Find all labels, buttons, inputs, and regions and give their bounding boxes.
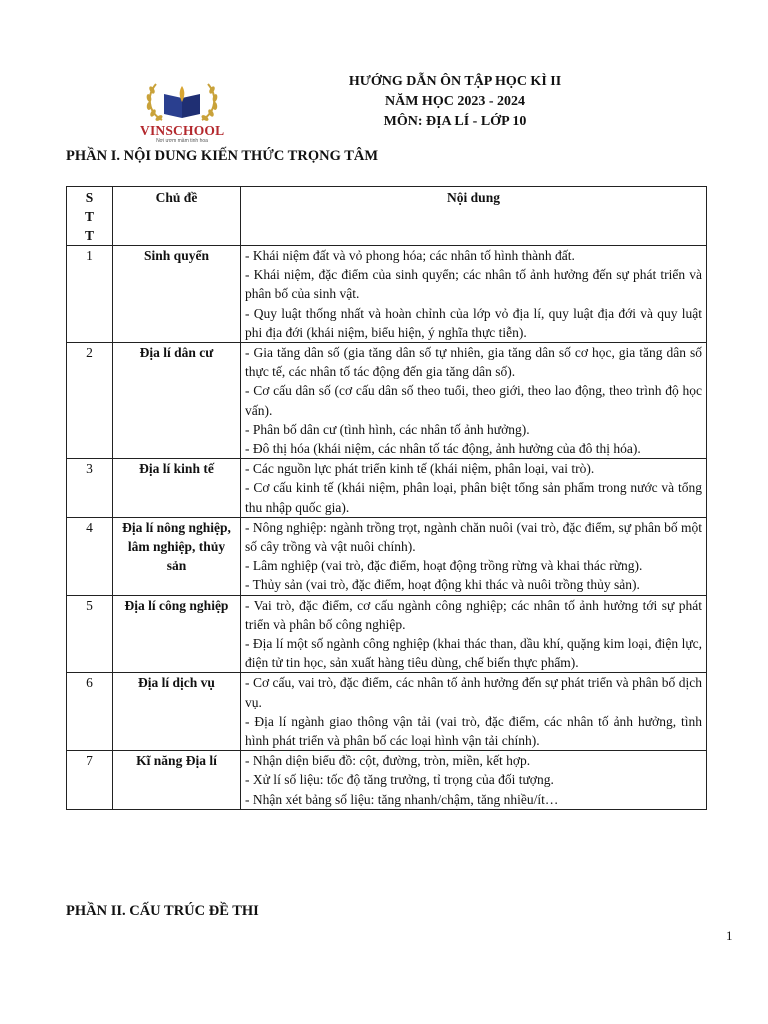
content-item: - Lâm nghiệp (vai trò, đặc điểm, hoạt động trồng rừng và khai thác rừng). — [245, 558, 643, 574]
content-item: - Gia tăng dân số (gia tăng dân số tự nhiên, gia tăng dân số cơ học, gia tăng dân số thực tế, các nhân tố tác động đến gia tăng dân số). — [245, 345, 702, 380]
content-item: - Vai trò, đặc điểm, cơ cấu ngành công nghiệp; các nhân tố ảnh hưởng tới sự phát triển và phân bố công nghiệp. — [245, 597, 702, 632]
content-item: - Địa lí ngành giao thông vận tải (vai trò, đặc điểm, các nhân tố ảnh hưởng, tình hình phát triển và phân bố các loại hình vận tải chính). — [245, 713, 702, 749]
row-content — [241, 673, 707, 751]
row-content — [241, 246, 707, 343]
content-item: - Xử lí số liệu: tốc độ tăng trưởng, tỉ trọng của đối tượng. — [245, 772, 554, 788]
row-content — [241, 595, 707, 673]
table-row — [67, 246, 707, 343]
row-topic: Sinh quyển — [113, 246, 241, 343]
table-row — [67, 751, 707, 810]
row-number: 5 — [67, 595, 113, 673]
content-item: - Cơ cấu kinh tế (khái niệm, phân loại, phân biệt tổng sản phẩm trong nước và tổng thu nhập quốc gia). — [245, 480, 702, 515]
content-item: - Thủy sản (vai trò, đặc điểm, hoạt động khi thác và nuôi trồng thủy sản). — [245, 577, 640, 593]
row-number: 2 — [67, 343, 113, 459]
content-item: - Các nguồn lực phát triển kinh tế (khái niệm, phân loại, vai trò). — [245, 461, 595, 477]
row-topic: Địa lí nông nghiệp, lâm nghiệp, thủy sản — [113, 517, 241, 595]
section-2-title: PHẦN II. CẤU TRÚC ĐỀ THI — [66, 903, 259, 919]
stt-letter: T — [84, 209, 94, 224]
content-item: - Nhận diện biểu đồ: cột, đường, tròn, miền, kết hợp. — [245, 753, 531, 769]
content-item: - Đô thị hóa (khái niệm, các nhân tố tác động, ảnh hưởng của đô thị hóa). — [245, 441, 641, 457]
content-item: - Nông nghiệp: ngành trồng trọt, ngành chăn nuôi (vai trò, đặc điểm, sự phân bố một số cây trồng và vật nuôi chính). — [245, 519, 702, 555]
row-number: 4 — [67, 517, 113, 595]
column-header-topic: Chủ đề — [113, 187, 241, 246]
content-item: - Cơ cấu, vai trò, đặc điểm, các nhân tố ảnh hưởng đến sự phát triển và phân bố dịch vụ. — [245, 675, 702, 710]
content-item: - Khái niệm, đặc điểm của sinh quyển; các nhân tố ảnh hưởng đến sự phát triển và phân bố của sinh vật. — [245, 267, 702, 302]
table-row — [67, 595, 707, 673]
row-number: 3 — [67, 459, 113, 518]
logo-slogan: Nơi ươm mầm tinh hoa — [156, 138, 208, 144]
column-header-stt — [67, 187, 113, 246]
content-item: - Khái niệm đất và vỏ phong hóa; các nhân tố hình thành đất. — [245, 248, 575, 263]
stt-letter: S — [85, 190, 94, 205]
stt-letter: T — [84, 228, 94, 243]
content-item: - Địa lí một số ngành công nghiệp (khai thác than, dầu khí, quặng kim loại, điện lực, điện tử tin học, sản xuất hàng tiêu dùng, chế biến thực phẩm). — [245, 636, 702, 671]
row-number: 1 — [67, 246, 113, 343]
heading-school-year: NĂM HỌC 2023 - 2024 — [385, 94, 525, 109]
row-content — [241, 517, 707, 595]
content-item: - Nhận xét bảng số liệu: tăng nhanh/chậm, tăng nhiều/ít… — [245, 791, 559, 807]
row-number: 6 — [67, 673, 113, 751]
laurel-book-emblem-icon — [140, 76, 224, 126]
row-topic: Địa lí công nghiệp — [113, 595, 241, 673]
column-header-content: Nội dung — [241, 187, 707, 246]
content-item: - Quy luật thống nhất và hoàn chỉnh của lớp vỏ địa lí, quy luật địa đới và quy luật phi địa đới (khái niệm, biểu hiện, ý nghĩa thực tiễn). — [245, 305, 702, 340]
table-row — [67, 343, 707, 459]
row-topic: Địa lí dân cư — [113, 343, 241, 459]
page-number: 1 — [726, 928, 733, 943]
table-row — [67, 517, 707, 595]
content-item: - Cơ cấu dân số (cơ cấu dân số theo tuổi, theo giới, theo lao động, theo trình độ học vấn). — [245, 383, 702, 418]
section-1-title: PHẦN I. NỘI DUNG KIẾN THỨC TRỌNG TÂM — [66, 148, 379, 164]
document-heading — [300, 72, 610, 132]
table-header-row — [67, 187, 707, 246]
heading-subject: MÔN: ĐỊA LÍ - LỚP 10 — [383, 114, 527, 129]
heading-title: HƯỚNG DẪN ÔN TẬP HỌC KÌ II — [348, 74, 562, 89]
row-content — [241, 343, 707, 459]
row-topic: Kĩ năng Địa lí — [113, 751, 241, 810]
row-content — [241, 459, 707, 518]
row-topic: Địa lí dịch vụ — [113, 673, 241, 751]
table-row — [67, 459, 707, 518]
school-logo — [140, 76, 224, 148]
row-topic: Địa lí kinh tế — [113, 459, 241, 518]
row-content — [241, 751, 707, 810]
row-number: 7 — [67, 751, 113, 810]
topics-table — [66, 186, 707, 810]
content-item: - Phân bố dân cư (tình hình, các nhân tố ảnh hưởng). — [245, 421, 530, 437]
table-row — [67, 673, 707, 751]
logo-brand-text: VINSCHOOL — [140, 123, 225, 138]
